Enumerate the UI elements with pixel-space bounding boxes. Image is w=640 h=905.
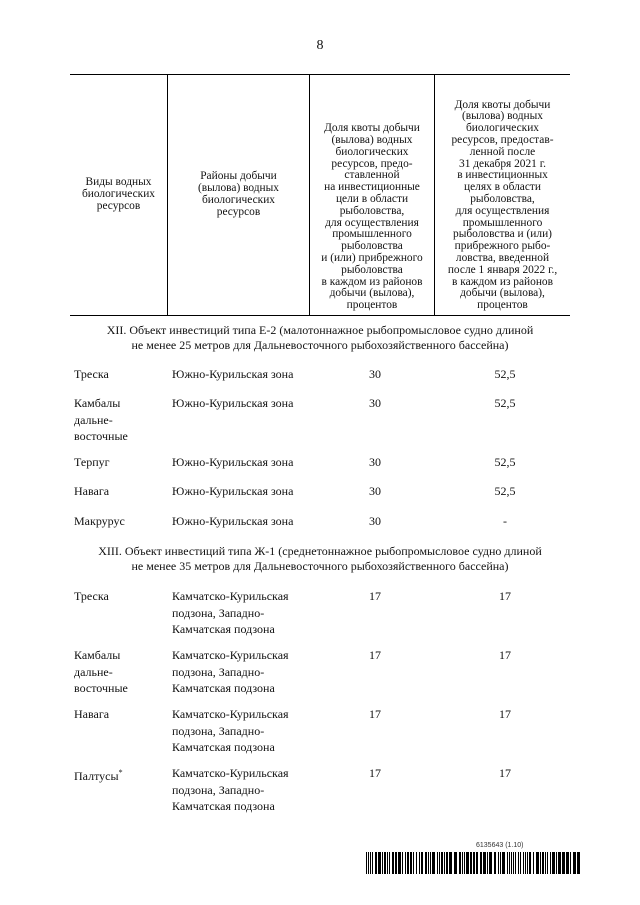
barcode-icon (366, 852, 580, 874)
quota-share-2022: 17 (499, 589, 511, 603)
quota-share-2022: - (503, 514, 507, 528)
table-header (70, 74, 570, 316)
species: Макрурус (74, 514, 125, 528)
header-species: Виды водных биологических ресурсов (81, 176, 156, 212)
quota-share-2022: 52,5 (494, 396, 516, 410)
quota-share-2022: 17 (499, 707, 511, 721)
quota-share: 30 (369, 484, 381, 498)
zone: Камчатско-Курильская подзона, Западно- Камчатская подзона (172, 707, 289, 754)
species: Навага (74, 707, 110, 721)
page-number: 8 (316, 38, 324, 53)
section-title-xii: XII. Объект инвестиций типа Е-2 (малотоннажное рыбопромысловое судно длиной не менее 25 метров для Дальневосточного рыбохозяйственного бассейна) (106, 323, 534, 352)
species: Навага (74, 484, 110, 498)
species: Треска (74, 367, 109, 381)
quota-share: 17 (369, 707, 381, 721)
quota-share: 30 (369, 455, 381, 469)
quota-share-2022: 17 (499, 766, 511, 780)
header-quota-share: Доля квоты добычи (вылова) водных биологических ресурсов, предо- ставленной на инвестиционные цели в области рыболовства, для осуществления промышленного рыболовства и (или) прибрежного рыболовства в каждом из районов добычи (вылова), процентов (309, 75, 434, 315)
zone: Южно-Курильская зона (172, 367, 294, 381)
zone: Южно-Курильская зона (172, 484, 294, 498)
quota-share-2022: 17 (499, 648, 511, 662)
species: Палтусы* (74, 768, 123, 783)
species: Камбалы дальне- восточные (74, 396, 128, 443)
species: Камбалы дальне- восточные (74, 648, 128, 695)
zone: Камчатско-Курильская подзона, Западно- Камчатская подзона (172, 589, 289, 636)
quota-share: 30 (369, 514, 381, 528)
header-quota-share-2022: Доля квоты добычи (вылова) водных биологических ресурсов, предостав- ленной после 31 декабря 2021 г. в инвестиционных целях в области рыболовства, для осуществления промышленного рыболовства и (или) прибрежного рыбо- ловства, введенной после 1 января 2022 г., в каждом из районов добычи (вылова), процентов (434, 75, 570, 315)
zone: Южно-Курильская зона (172, 396, 294, 410)
zone: Камчатско-Курильская подзона, Западно- Камчатская подзона (172, 648, 289, 695)
quota-share-2022: 52,5 (494, 455, 516, 469)
quota-share: 30 (369, 396, 381, 410)
barcode-number: 6135643 (1.10) (476, 842, 524, 849)
species: Треска (74, 589, 109, 603)
quota-share-2022: 52,5 (494, 484, 516, 498)
quota-share: 17 (369, 648, 381, 662)
footnote-mark: * (118, 768, 123, 777)
quota-share: 30 (369, 367, 381, 381)
quota-share-2022: 52,5 (494, 367, 516, 381)
section-title-xiii: XIII. Объект инвестиций типа Ж-1 (среднетоннажное рыбопромысловое судно длиной не менее 35 метров для Дальневосточного рыбохозяйственного бассейна) (98, 544, 542, 573)
zone: Камчатско-Курильская подзона, Западно- Камчатская подзона (172, 766, 289, 813)
species: Терпуг (74, 455, 110, 469)
zone: Южно-Курильская зона (172, 514, 294, 528)
zone: Южно-Курильская зона (172, 455, 294, 469)
header-zones: Районы добычи (вылова) водных биологических ресурсов (167, 75, 309, 315)
quota-share: 17 (369, 589, 381, 603)
quota-share: 17 (369, 766, 381, 780)
